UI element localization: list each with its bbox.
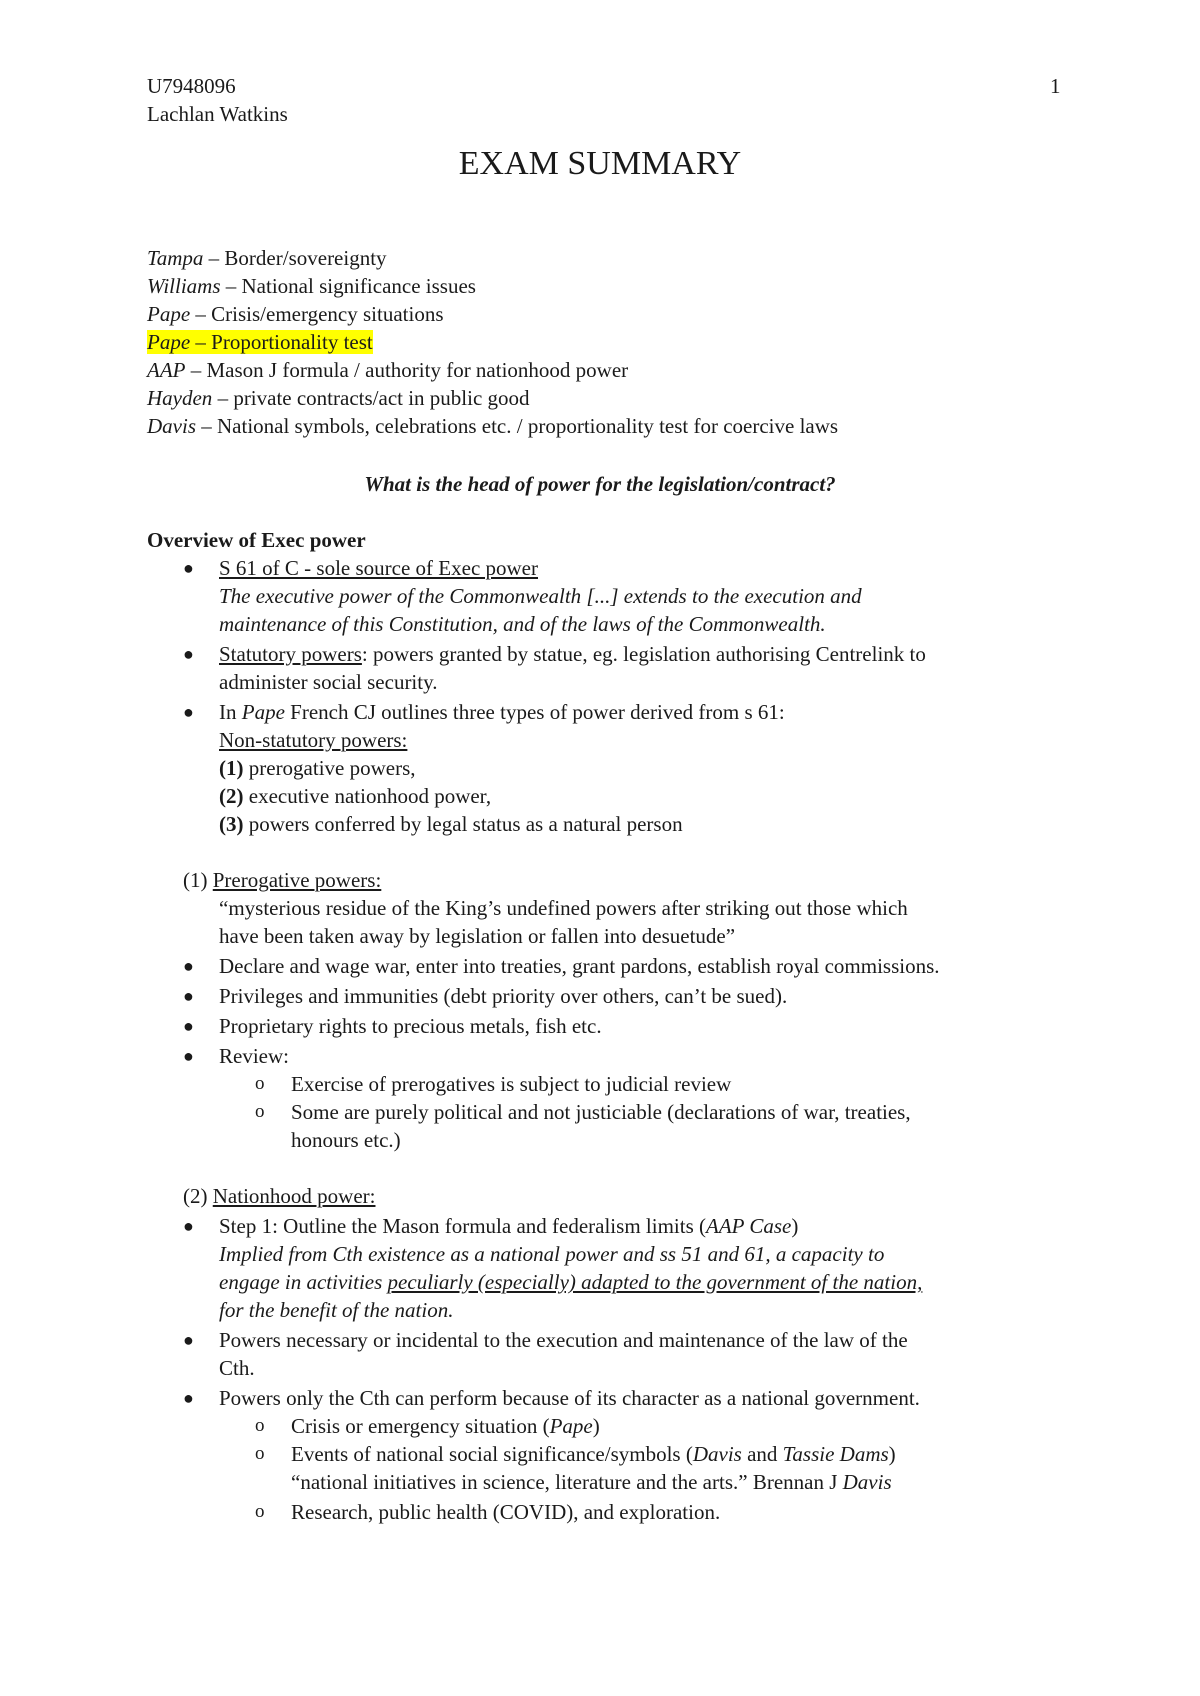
- author-name: Lachlan Watkins: [147, 102, 288, 126]
- power-type: (2) executive nationhood power,: [219, 784, 492, 808]
- statutory-powers-cont: administer social security.: [219, 670, 438, 694]
- list-item: Declare and wage war, enter into treaties, grant pardons, establish royal commissions.: [219, 954, 940, 978]
- sub-bullet-icon: o: [255, 1443, 265, 1464]
- sub-list-item: Crisis or emergency situation (Pape): [291, 1414, 600, 1438]
- s61-label: S 61 of C - sole source of Exec power: [219, 556, 538, 580]
- s61-quote-line: maintenance of this Constitution, and of the laws of the Commonwealth.: [219, 612, 826, 636]
- bullet-icon: ●: [183, 1046, 194, 1066]
- list-item: Powers only the Cth can perform because of its character as a national government.: [219, 1386, 920, 1410]
- bullet-icon: ●: [183, 956, 194, 976]
- nationhood-heading: (2) Nationhood power:: [183, 1184, 376, 1208]
- central-question: What is the head of power for the legislation/contract?: [364, 472, 836, 496]
- case-item: AAP – Mason J formula / authority for nationhood power: [147, 358, 629, 382]
- list-item: Privileges and immunities (debt priority over others, can’t be sued).: [219, 984, 788, 1008]
- sub-list-item-cont: “national initiatives in science, literature and the arts.” Brennan J Davis: [291, 1470, 892, 1494]
- sub-bullet-icon: o: [255, 1415, 265, 1436]
- prerogative-heading: (1) Prerogative powers:: [183, 868, 382, 892]
- sub-list-item-cont: honours etc.): [291, 1128, 401, 1152]
- case-item-highlighted: Pape – Proportionality test: [147, 330, 373, 354]
- page-title: EXAM SUMMARY: [458, 145, 742, 182]
- student-id: U7948096: [147, 74, 236, 98]
- power-type: (1) prerogative powers,: [219, 756, 416, 780]
- prerogative-quote-line: have been taken away by legislation or fallen into desuetude”: [219, 924, 736, 948]
- pape-item: In Pape French CJ outlines three types of power derived from s 61:: [219, 700, 785, 724]
- non-statutory-label: Non-statutory powers:: [219, 728, 408, 752]
- mason-formula-line: for the benefit of the nation.: [219, 1298, 454, 1322]
- overview-heading: Overview of Exec power: [147, 528, 366, 552]
- mason-formula-line: engage in activities peculiarly (especially) adapted to the government of the nation,: [219, 1270, 923, 1294]
- statutory-powers-item: Statutory powers: powers granted by statue, eg. legislation authorising Centrelink to: [219, 642, 926, 666]
- list-item: Review:: [219, 1044, 289, 1068]
- sub-bullet-icon: o: [255, 1073, 265, 1094]
- bullet-icon: ●: [183, 1388, 194, 1408]
- s61-quote-line: The executive power of the Commonwealth [...] extends to the execution and: [219, 584, 862, 608]
- bullet-icon: ●: [183, 1330, 194, 1350]
- case-item: Hayden – private contracts/act in public good: [147, 386, 530, 410]
- bullet-icon: ●: [183, 1016, 194, 1036]
- sub-bullet-icon: o: [255, 1501, 265, 1522]
- list-item: Proprietary rights to precious metals, fish etc.: [219, 1014, 602, 1038]
- case-item: Tampa – Border/sovereignty: [147, 246, 387, 270]
- case-item: Williams – National significance issues: [147, 274, 476, 298]
- sub-list-item: Some are purely political and not justiciable (declarations of war, treaties,: [291, 1100, 911, 1124]
- mason-formula-line: Implied from Cth existence as a national power and ss 51 and 61, a capacity to: [219, 1242, 885, 1266]
- prerogative-quote-line: “mysterious residue of the King’s undefined powers after striking out those which: [219, 896, 908, 920]
- step1-item: Step 1: Outline the Mason formula and federalism limits (AAP Case): [219, 1214, 799, 1238]
- sub-list-item: Exercise of prerogatives is subject to judicial review: [291, 1072, 732, 1096]
- bullet-icon: ●: [183, 702, 194, 722]
- list-item: Powers necessary or incidental to the execution and maintenance of the law of the: [219, 1328, 908, 1352]
- list-item-cont: Cth.: [219, 1356, 255, 1380]
- bullet-icon: ●: [183, 644, 194, 664]
- page-number: 1: [1050, 74, 1061, 98]
- bullet-icon: ●: [183, 1216, 194, 1236]
- sub-list-item: Events of national social significance/symbols (Davis and Tassie Dams): [291, 1442, 896, 1466]
- power-type: (3) powers conferred by legal status as a natural person: [219, 812, 683, 836]
- case-item: Davis – National symbols, celebrations etc. / proportionality test for coercive laws: [147, 414, 839, 438]
- bullet-icon: ●: [183, 986, 194, 1006]
- sub-list-item: Research, public health (COVID), and exploration.: [291, 1500, 721, 1524]
- sub-bullet-icon: o: [255, 1101, 265, 1122]
- case-item: Pape – Crisis/emergency situations: [147, 302, 444, 326]
- bullet-icon: ●: [183, 558, 194, 578]
